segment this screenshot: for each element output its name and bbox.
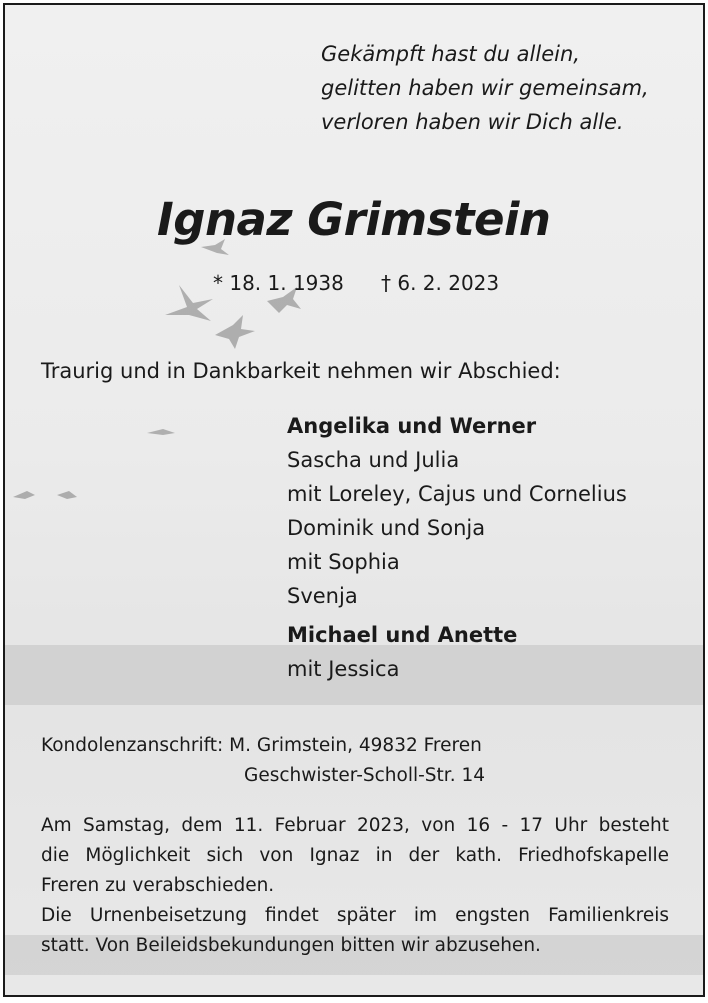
address-line: Kondolenzanschrift: M. Grimstein, 49832 Freren: [41, 735, 482, 756]
bird-silhouette: [57, 491, 77, 499]
notice-line: Am Samstag, dem 11. Februar 2023, von 16 - 17 Uhr besteht: [41, 815, 669, 836]
notice-line: Die Urnenbeisetzung findet später im engsten Familienkreis: [41, 905, 669, 926]
death-date: † 6. 2. 2023: [381, 271, 500, 295]
condolence-address: [41, 731, 485, 791]
mourner-group-heading: Michael und Anette: [287, 623, 518, 647]
mourner-line: Sascha und Julia: [287, 448, 460, 472]
memorial-quote: [321, 37, 649, 139]
mourner-line: Svenja: [287, 584, 358, 608]
mourner-line: Dominik und Sonja: [287, 516, 486, 540]
notice-line: die Möglichkeit sich von Ignaz in der kath. Friedhofskapelle: [41, 845, 669, 866]
mourner-line: mit Loreley, Cajus und Cornelius: [287, 482, 627, 506]
notice-line: statt. Von Beileidsbekundungen bitten wir abzusehen.: [41, 935, 541, 956]
quote-line: verloren haben wir Dich alle.: [321, 110, 624, 134]
mourner-line: mit Jessica: [287, 657, 400, 681]
bird-silhouette: [165, 285, 213, 321]
mourner-group-heading: Angelika und Werner: [287, 414, 537, 438]
funeral-notice: [41, 811, 669, 961]
quote-line: gelitten haben wir gemeinsam,: [321, 76, 649, 100]
deceased-name: Ignaz Grimstein: [157, 193, 551, 246]
notice-line: Freren zu verabschieden.: [41, 875, 275, 896]
birth-date: * 18. 1. 1938: [213, 271, 344, 295]
bird-silhouette: [215, 315, 255, 349]
mourner-line: mit Sophia: [287, 550, 400, 574]
quote-line: Gekämpft hast du allein,: [321, 42, 580, 66]
obituary-card: [3, 3, 705, 997]
farewell-intro: Traurig und in Dankbarkeit nehmen wir Abschied:: [41, 359, 561, 383]
mourners-list: [287, 409, 627, 686]
bird-silhouette: [147, 429, 175, 435]
bird-silhouette: [13, 491, 35, 499]
address-street: Geschwister-Scholl-Str. 14: [244, 765, 486, 786]
